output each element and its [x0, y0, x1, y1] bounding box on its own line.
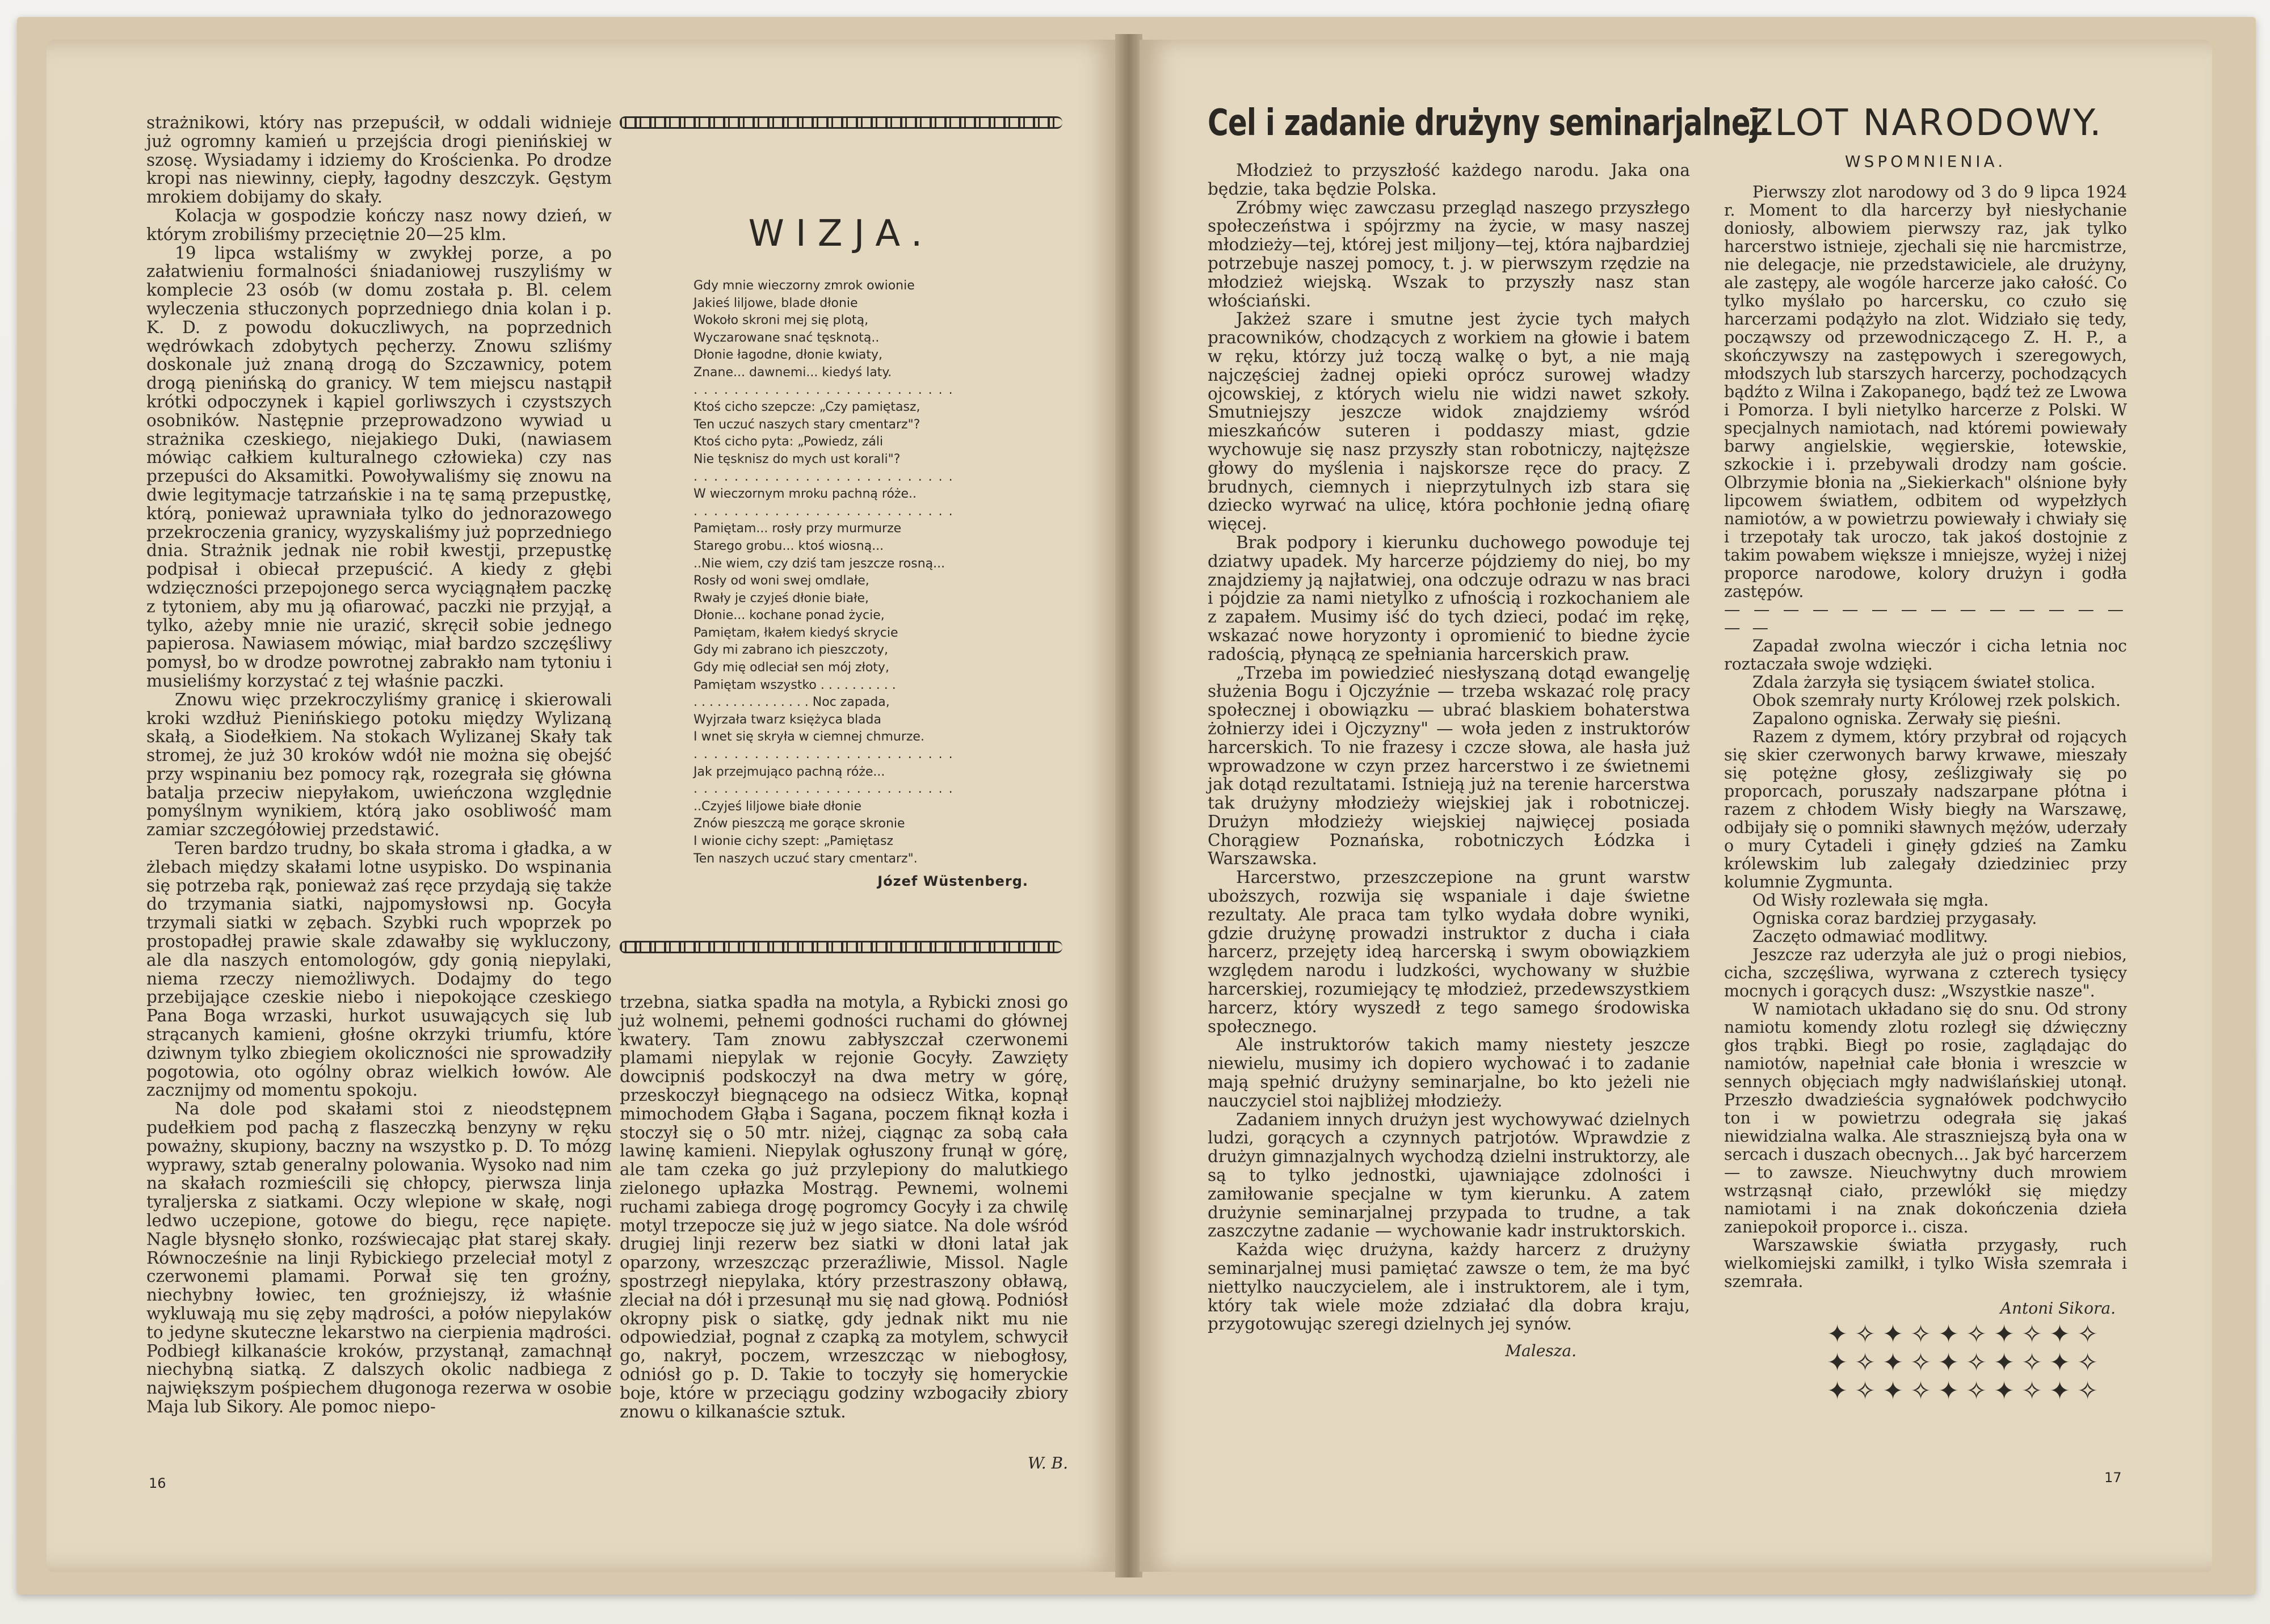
right-page — [1140, 40, 2212, 1572]
ornament-motif-icon: ✦ — [1938, 1377, 1959, 1406]
poem-line: Pamiętam wszystko . . . . . . . . . . — [693, 678, 896, 692]
poem-line: . . . . . . . . . . . . . . . . . . . . . . . . . . — [693, 504, 954, 519]
poem-line: Wyjrzała twarz księżyca blada — [693, 712, 881, 727]
poem-line: Wokoło skroni mej się plotą, — [693, 313, 869, 328]
ornament-motif-icon: ✦ — [1882, 1320, 1903, 1349]
paragraph: strażnikowi, który nas przepuścił, w oddali widnieje już ogromny kamień u przejścia drogi pienińskiej w szosę. Wysiadamy i idziemy do Krościenka. Po drodze kropi nas niewinny, ciepły, łagodny deszczyk. Gęstym mrokiem dobijamy do skały. — [146, 113, 612, 207]
poem-line: . . . . . . . . . . . . . . . . . . . . . . . . . . — [693, 782, 954, 797]
poem-stanza — [693, 382, 1062, 399]
paragraph: Warszawskie światła przygasły, ruch wielkomiejski zamilkł, i tylko Wisła szemrała i szemrała. — [1724, 1236, 2127, 1291]
paragraph: Teren bardzo trudny, bo skała stroma i gładka, a w żlebach między skałami lotne usypisko. Do wspinania się potrzeba rąk, ponieważ zaś ręce przydają się także do trzymania siatki, najpomysłowsi np. Gocyła trzymali siatki w zębach. Szybki ruch wpoprzek po prostopadłej prawie skale zdawałby się wykluczony, ale dla naszych entomologów, gdy gonią niepylaki, niema rzeczy niemożliwych. Dodajmy do tego przebijające czeskie niebo i niepokojące czeskiego Pana Boga wrzaski, hurkot usuwających się lub strącanych kamieni, głośne okrzyki triumfu, które dziwnym tylko zbiegiem okoliczności nie sprowadziły pogotowia, oto ogólny obraz wielkich łowów. Ale zacznijmy od momentu spokoju. — [146, 839, 612, 1100]
ornament-motif-icon: ✦ — [1994, 1377, 2015, 1406]
paragraph: Zapalono ogniska. Zerwały się pieśni. — [1752, 709, 2061, 728]
poem-line: . . . . . . . . . . . . . . . . . . . . . . . . . . — [693, 382, 954, 397]
poem-block — [620, 136, 1062, 889]
ornament-motif-icon: ✧ — [1966, 1348, 1987, 1377]
poem-stanza — [693, 503, 1062, 521]
poem-line: Ktoś cicho szepcze: „Czy pamiętasz, — [693, 400, 920, 415]
book-gutter — [1115, 34, 1142, 1577]
top-ornament-border — [620, 116, 1062, 129]
ornament-motif-icon: ✦ — [1994, 1320, 2015, 1349]
paragraph: Harcerstwo, przeszczepione na grunt warstw uboższych, rozwija się wspaniale i daje świetne rezultaty. Ale praca tam tylko wydała dobre wyniki, gdzie drużynę prowadzi instruktor z ducha i ciała harcerz, przejęty ideą harcerską i swym obowiązkiem względem narodu i ludzkości, wychowany w służbie harcerskiej, rozumiejący tę młodzież, przedewszystkiem harcerz, który wyszedł z tego samego środowiska społecznego. — [1208, 868, 1690, 1036]
poem-line: Rwały je czyjeś dłonie białe, — [693, 591, 869, 605]
paragraph: Zaczęto odmawiać modlitwy. — [1752, 927, 1989, 946]
poem-line: Pamiętam... rosły przy murmurze — [693, 521, 902, 536]
poem-line: Pamiętam, łkałem kiedyś skrycie — [693, 625, 898, 640]
ornament-motif-icon: ✧ — [1910, 1320, 1931, 1349]
paragraph: Na dole pod skałami stoi z nieodstępnem pudełkiem pod pachą z flaszeczką benzyny w ręku poważny, skupiony, baczny na wszystko p. D. To mózg wyprawy, sztab generalny polowania. Wysoko nad nim na skałach rozmieścili się chłopcy, pierwsza linja tyraljerska z siatkami. Oczy wlepione w skałę, nogi ledwo uczepione, gotowe do biegu, ręce napięte. Nagle błysnęło słonko, rozświecając płat starej skały. Równocześnie na linji Rybickiego przeleciał motyl z czerwonemi plamami. Porwał się ten groźny, niechybny łowiec, ten groźniejszy, iż właśnie wykluwają mu się zęby mądrości, a połów niepylaków to jedyne skuteczne lekarstwo na cierpienia mądrości. Podbiegł kilkanaście kroków, przystanął, zamachnął niechybną siatką. Z dalszych okolic nadbiega z największym pośpiechem długonoga rezerwa w osobie Maja lub Sikory. Ale pomoc niepo- — [146, 1099, 612, 1416]
paragraph: Młodzież to przyszłość każdego narodu. Jaka ona będzie, taka będzie Polska. — [1208, 161, 1690, 199]
poem-line: W wieczornym mroku pachną róże.. — [693, 487, 917, 502]
poem-line: I wionie cichy szept: „Pamiętasz — [693, 834, 893, 848]
article-zlot-subtitle: WSPOMNIENIA. — [1844, 152, 2007, 171]
poem-line: Wyczarowane snać tęsknotą.. — [693, 330, 880, 345]
poem-stanza — [693, 277, 1062, 382]
poem-line: ..Czyjeś liljowe białe dłonie — [693, 799, 862, 814]
ornament-motif-icon: ✧ — [1910, 1348, 1931, 1377]
ornament-motif-icon: ✧ — [2021, 1320, 2042, 1349]
article-zlot-body — [1724, 183, 2127, 1291]
poem-line: Gdy mię odleciał sen mój złoty, — [693, 660, 889, 675]
folk-ornament — [1823, 1322, 2101, 1407]
ornament-motif-icon: ✧ — [1855, 1320, 1876, 1349]
poem-stanza — [693, 798, 1062, 868]
poem-line: Rosły od woni swej omdlałe, — [693, 574, 869, 588]
paragraph: „Trzeba im powiedzieć niesłyszaną dotąd ewangelję służenia Bogu i Ojczyźnie — trzeba wskazać rolę pracy społecznej i obowiązku — ubrać blaskiem bohaterstwa żołnierzy idei i Ojczyzny" — woła jeden z instruktorów harcerskich. To nie frazesy i czcze słowa, ale hasła już wprowadzone w czyn przez harcerstwo i ze świetnemi jak dotąd rezultatami. Istnieją już na terenie harcerstwa tak drużyny młodzieży wiejskiej jak i robotniczej. Drużyn młodzieży wiejskiej najwięcej posiada Chorągiew Poznańska, robotniczych Łódzka i Warszawska. — [1208, 663, 1690, 869]
ornament-motif-icon: ✦ — [2049, 1320, 2070, 1349]
page-number-right: 17 — [2104, 1470, 2122, 1486]
poem-stanza — [693, 781, 1062, 798]
paragraph: Kolacja w gospodzie kończy nasz nowy dzień, w którym zrobiliśmy przeciętnie 20—25 klm. — [146, 205, 612, 244]
poem-line: Gdy mi zabrano ich pieszczoty, — [693, 643, 888, 658]
ornament-motif-icon: ✦ — [1827, 1377, 1848, 1406]
ornament-motif-icon: ✦ — [1827, 1320, 1848, 1349]
ornament-motif-icon: ✦ — [1938, 1348, 1959, 1377]
article-cel-block — [1208, 102, 1770, 1361]
ornament-motif-icon: ✧ — [1855, 1377, 1876, 1406]
poem-line: I wnet się skryła w ciemnej chmurze. — [693, 730, 924, 744]
ornament-motif-icon: ✧ — [1966, 1377, 1987, 1406]
poem-stanza — [693, 486, 1062, 503]
ornament-motif-icon: ✧ — [1966, 1320, 1987, 1349]
poem-line: Jak przejmująco pachną róże... — [693, 764, 885, 779]
paragraph: Jakżeż szare i smutne jest życie tych małych pracowników, chodzących z workiem na głowie i batem w ręku, którzy już toczą walkę o byt, a nie mają najczęściej żadnej opieki oprócz surowej władzy ojcowskiej, z których wielu nie widzi nawet szkoły. Smutniejszy jeszcze widok znajdziemy wśród mieszkańców suteren i poddaszy miast, gdzie wychowuje się nasz przyszły stan robotniczy, najtęższe głowy do myślenia i najskorsze ręce do pracy. Z brudnych, ciemnych i nieprzytulnych izb stara się dziecko wyrwać na ulicę, która pochłonie jedną ofiarę więcej. — [1208, 309, 1690, 534]
article-cel-title: Cel i zadanie drużyny seminarjalnej. — [1208, 102, 1770, 144]
poem-stanza — [693, 469, 1062, 486]
paragraph: Zróbmy więc zawczasu przegląd naszego przyszłego społeczeństwa i spójrzmy na życie, w masy naszej młodzieży—tej, której jest miljony—tej, która najbardziej potrzebuje naszej pomocy, t. j. w pierwszym rzędzie na młodzież wiejską. Wszak to przyszły nasz stan włościański. — [1208, 197, 1690, 310]
ornament-motif-icon: ✦ — [1882, 1377, 1903, 1406]
poem-line: Jakieś liljowe, blade dłonie — [693, 296, 858, 310]
paragraph: Każda więc drużyna, każdy harcerz z drużyny seminarjalnej musi pamiętać zawsze o tem, że ma być niettylko nauczycielem, ale i instruktorem, ale i tym, który tak wiele może zdziałać dla dobra kraju, przygotowując szeregi dzielnych jej synów. — [1208, 1240, 1690, 1334]
paragraph: Ogniska coraz bardziej przygasały. — [1752, 909, 2037, 928]
ornament-motif-icon: ✧ — [1910, 1377, 1931, 1406]
poem-line: Znane... dawnemi... kiedyś laty. — [693, 365, 892, 380]
left-page — [47, 40, 1119, 1572]
paragraph: Razem z dymem, który przybrał od rojących się skier czerwonych barwy krwawe, mieszały się potężne głosy, ześlizgiwały się po proporcach, poruszały nadszarpane płótna i razem z chłodem Wisły biegły na Warszawę, odbijały się o pomniki sławnych mężów, uderzały o mury Cytadeli i ginęły gdzieś na Zamku królewskim lub zalegały dziedziniec przy kolumnie Zygmunta. — [1724, 727, 2127, 891]
paragraph: Brak podpory i kierunku duchowego powoduje tej dziatwy upadek. My harcerze pójdziemy do niej, bo my znajdziemy ją najłatwiej, ona odczuje odrazu w nas braci i pójdzie za nami nietylko z ufnością i rozkochaniem ale z zapałem. Musimy iść do tych dzieci, podać im rękę, wskazać nowe horyzonty i opromienić to biedne życie radością, płynącą ze spełniania harcerskich praw. — [1208, 532, 1690, 664]
poem-author: Józef Wüstenberg. — [877, 873, 1028, 890]
paragraph: trzebna, siatka spadła na motyla, a Rybicki znosi go już wolnemi, pełnemi godności ruchami do głównej kwatery. Tam znowu zabłyszczał czerwonemi plamami niepylak w rejonie Gocyły. Zawzięty dowcipniś podskoczył na dwa metry w górę, przeskoczył biegnącego na odsiecz Witka, kopnął mimochodem Głąba i Sagana, poczem fiknął kozła i stoczył się o 50 mtr. niżej, ciągnąc za sobą cała lawinę kamieni. Niepylak ogłuszony frunął w górę, ale tam czeka go już przylepiony do malutkiego zielonego upłazka Mostrąg. Pewnemi, wolnemi ruchami zabiega drogę pogromcy Gocyły i za chwilę motyl trzepocze się już w jego siatce. Na dole wśród drugiej linji rezerw bez siatki w dłoni latał jak oparzony, wrzeszcząc przeraźliwie, Missol. Nagle spostrzegł niepylaka, który przestraszony obławą, zleciał na dół i przesunął mu się nad głową. Podniósł okropny pisk o siatkę, gdy jednak nikt mu nie odpowiedział, pognał z czapką za motylem, schwycił go, nakrył, poczem, wrzeszcząc w niebogłosy, odniósł go p. D. Takie to toczyły się homeryckie boje, które w przeciągu godziny wzbogaciły zbiory znowu o kilkanaście sztuk. — [620, 992, 1068, 1421]
poem-line: Ktoś cicho pyta: „Powiedz, záli — [693, 435, 884, 449]
poem-line: Nie tęsknisz do mych ust korali"? — [693, 452, 901, 466]
poem-line: . . . . . . . . . . . . . . . . . . . . . . . . . . — [693, 469, 954, 484]
poem-line: Dłonie... kochane ponad życie, — [693, 608, 885, 623]
poem-line: Starego grobu... ktoś wiosną... — [693, 538, 884, 553]
left-article-column-2 — [620, 993, 1068, 1421]
ornament-motif-icon: ✦ — [2049, 1348, 2070, 1377]
paragraph: Pierwszy zlot narodowy od 3 do 9 lipca 1924 r. Moment to dla harcerzy był niesłychanie doniosły, albowiem pierwszy raz, jak tylko harcerstwo istnieje, zjechali się nie harcmistrze, nie delegacje, nie przedstawiciele, ale drużyny, ale zastępy, ale wogóle harcerze jako całość. Co tylko myślało po harcersku, co czuło się harcerzami podążyło na zlot. Widziało się tedy, począwszy od przewodniczącego Z. H. P., a skończywszy na zastępowych i szeregowych, młodszych lub starszych harcerzy, pochodzących bądźto z Wilna i Zakopanego, bądź też ze Lwowa i Pomorza. I byli nietylko harcerze z Polski. W specjalnych namiotach, nad któremi powiewały barwy angielskie, węgierskie, łotewskie, szkockie i i. przebywali drodzy nam goście. Olbrzymie błonia na „Siekierkach" olśnione były lipcowem światłem, odbitem od wypełzłych namiotów, a w powietrzu powiewały i chwiały się i trzepotały tak uroczo, tak jakoś dostojnie z takim powabem większe i mniejsze, wyżej i niżej proporce narodowe, kolory drużyn i godła zastępów. — [1724, 183, 2127, 601]
ornament-motif-icon: ✦ — [1994, 1348, 2015, 1377]
ornament-motif-icon: ✦ — [1827, 1348, 1848, 1377]
paragraph: Jeszcze raz uderzyła ale już o progi niebios, cicha, szczęśliwa, wyrwana z czterech tysięcy mocnych i gorących dusz: „Wszystkie nasze". — [1724, 945, 2127, 1000]
left-article-column-1 — [146, 113, 612, 1416]
paragraph: Od Wisły rozlewała się mgła. — [1752, 891, 1989, 910]
paragraph: Zadaniem innych drużyn jest wychowywać dzielnych ludzi, gorących a czynnych patrjotów. Wprawdzie z drużyn gimnazjalnych wychodzą dzielni instruktorzy, ale są to tylko jednostki, ujawniające zdolności i zamiłowanie specjalne w tym kierunku. A zatem drużynie seminarjalnej przypada to trudne, a tak zaszczytne zadanie — wychowanie kadr instruktorskich. — [1208, 1109, 1690, 1241]
ornament-motif-icon: ✦ — [2049, 1377, 2070, 1406]
poem-stanza — [693, 520, 1062, 746]
poem-line: ..Nie wiem, czy dziś tam jeszcze rosną... — [693, 556, 945, 571]
poem-line: Gdy mnie wieczorny zmrok owionie — [693, 279, 915, 293]
article-zlot-title: ZLOT NARODOWY. — [1748, 102, 2103, 144]
article-cel-body — [1208, 161, 1690, 1333]
poem-line: Ten uczuć naszych stary cmentarz"? — [693, 417, 920, 432]
bottom-ornament-border — [620, 941, 1062, 953]
ornament-motif-icon: ✧ — [2077, 1377, 2098, 1406]
poem-line: . . . . . . . . . . . . . . . . . . . . . . . . . . — [693, 747, 954, 762]
poem-line: Znów pieszczą me gorące skronie — [693, 817, 905, 831]
ornament-motif-icon: ✦ — [1882, 1348, 1903, 1377]
paragraph: W namiotach układano się do snu. Od strony namiotu komendy zlotu rozległ się dźwięczny głos trąbki. Biegł po rosie, zaglądając do namiotów, napełniał całe błonia i wreszcie w sennych objęciach mgły nadwiślańskiej utonął. Przeszło dwadzieścia sygnałówek podchwyciło ton i w powietrzu odegrała się jakaś niewidzialna walka. Ale straszniejszą była ona w sercach i duszach obecnych... Jak być harcerzem — to zawsze. Nieuchwytny duch mrowiem wstrząsnął ciało, przewlókł się między namiotami i na znak dokończenia dzieła zaniepokoił proporce i.. cisza. — [1724, 1000, 2127, 1236]
page-number-left: 16 — [149, 1475, 166, 1491]
left-article-signature: W. B. — [1027, 1454, 1068, 1472]
ornament-motif-icon: ✧ — [2077, 1320, 2098, 1349]
ornament-motif-icon: ✧ — [1855, 1348, 1876, 1377]
paragraph: Obok szemrały nurty Królowej rzek polskich. — [1752, 691, 2121, 710]
paragraph: 19 lipca wstaliśmy w zwykłej porze, a po załatwieniu formalności śniadaniowej ruszyliśmy w komplecie 23 osób (w domu została p. Bl. celem wyleczenia stłuczonych poprzedniego dnia kolan i p. K. D. z powodu dokuczliwych, na poprzednich wędrówkach zdobytych pęcherzy. Znowu szliśmy doskonale już znaną drogą do Szczawnicy, potem drogą pienińską do granicy. W tem miejscu nastąpił krótki odpoczynek i kąpiel gorliwszych i czystszych osobników. Następnie przeprowadzono wywiad u strażnika czeskiego, niejakiego Duki, (nawiasem mówiąc całkiem kulturalnego człowieka) czy nas przepuści do Aksamitki. Powoływaliśmy się znowu na dwie legitymacje tatrzańskie i na tę samą przepustkę, którą, ponieważ uprawniała tylko do jednorazowego przekroczenia granicy, wyzyskaliśmy już poprzedniego dnia. Strażnik jednak nie robił kwestji, przepustkę podpisał i obiecał przepuścić. A kiedy z głębi wdzięczności przepojonego serca wyciągnąłem paczkę z tytoniem, aby mu ją ofiarować, paczki nie przyjął, a tylko, ażeby mnie nie urazić, skręcił sobie jednego papierosa. Nawiasem mówiąc, miał bardzo szczęśliwy pomysł, bo w drodze powrotnej zabrakło nam tytoniu i musieliśmy korzystać z tej właśnie paczki. — [146, 243, 612, 691]
poem-body — [693, 277, 1062, 868]
paragraph: — — — — — — — — — — — — — — — — — [1724, 600, 2127, 637]
ornament-motif-icon: ✧ — [2021, 1348, 2042, 1377]
poem-stanza — [693, 746, 1062, 764]
poem-line: Dłonie łagodne, dłonie kwiaty, — [693, 348, 883, 363]
paragraph: Znowu więc przekroczyliśmy granicę i skierowali kroki wzdłuż Pienińskiego potoku między Wylizaną skałą, a Siodełkiem. Na stokach Wylizanej Skały tak stromej, że już 30 kroków wdół nie można się obejść przy wspinaniu bez pomocy rąk, rozegrała się główna batalja przeciw niepyłakom, uwieńczona względnie pomyślnym wynikiem, którą jako osobliwość mam zamiar szczegółowiej przedstawić. — [146, 689, 612, 840]
paragraph: Zdala żarzyła się tysiącem świateł stolica. — [1752, 673, 2096, 692]
article-zlot-block — [1724, 102, 2127, 1318]
poem-line: . . . . . . . . . . . . . . . Noc zapada, — [693, 695, 890, 710]
ornament-motif-icon: ✦ — [1938, 1320, 1959, 1349]
article-cel-signature: Malesza. — [1505, 1341, 1577, 1361]
poem-line: Ten naszych uczuć stary cmentarz". — [693, 851, 918, 866]
poem-stanza — [693, 399, 1062, 468]
poem-title: WIZJA. — [748, 213, 934, 255]
poem-stanza — [693, 764, 1062, 781]
ornament-motif-icon: ✧ — [2021, 1377, 2042, 1406]
paragraph: Ale instruktorów takich mamy niestety jeszcze niewielu, musimy ich dopiero wychować i to zadanie mają spełnić drużyny seminarjalne, bo kto jeżeli nie nauczyciel stoi najbliżej młodzieży. — [1208, 1035, 1690, 1110]
paragraph: Zapadał zwolna wieczór i cicha letnia noc roztaczała swoje wdzięki. — [1724, 637, 2127, 674]
ornament-motif-icon: ✧ — [2077, 1348, 2098, 1377]
article-zlot-signature: Antoni Sikora. — [2000, 1299, 2116, 1318]
